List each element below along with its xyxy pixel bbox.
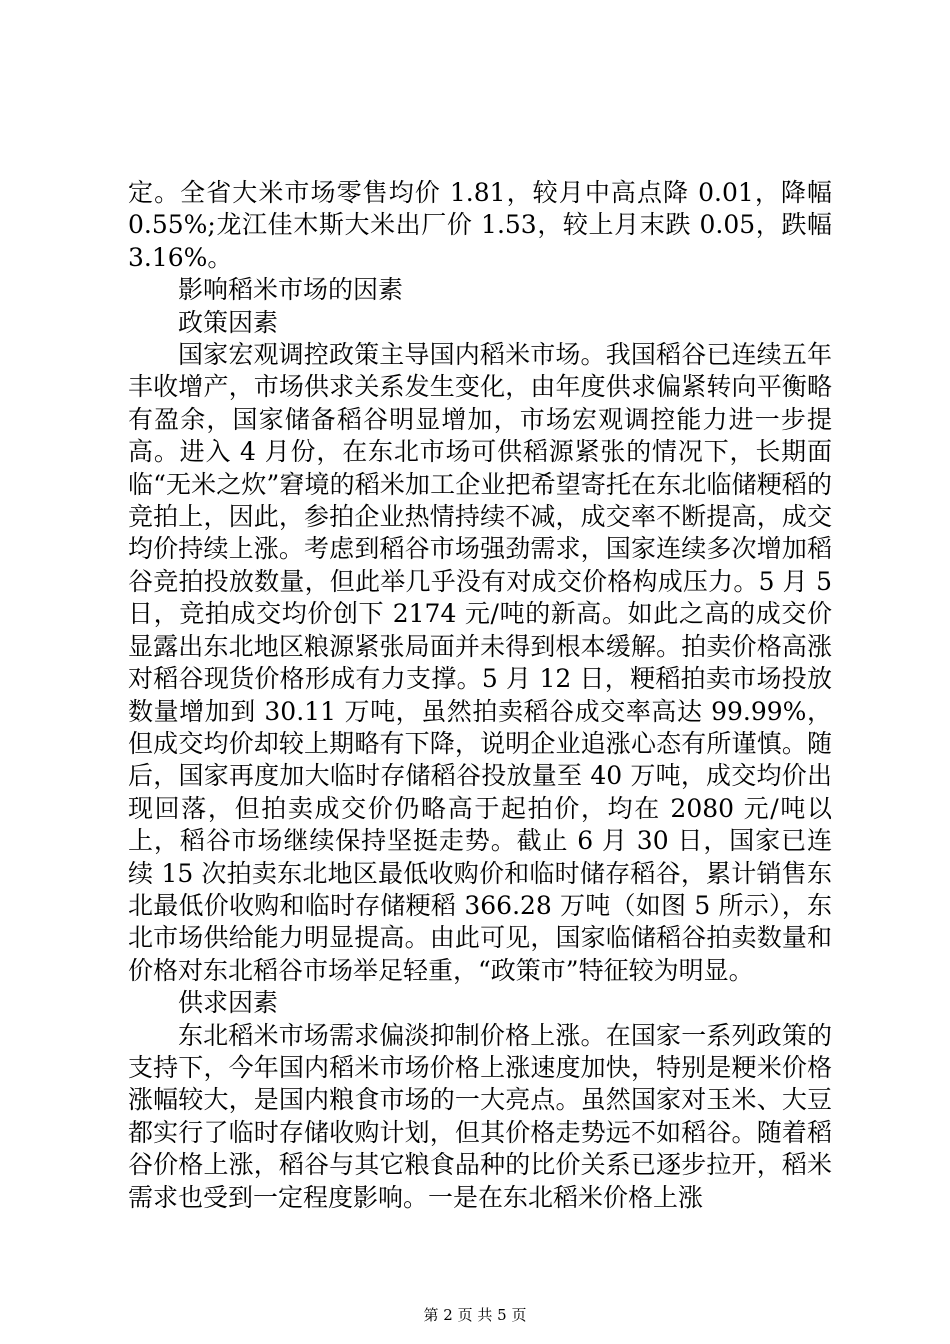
- paragraph-supply-demand: 东北稻米市场需求偏淡抑制价格上涨。在国家一系列政策的支持下，今年国内稻米市场价格上涨速度加快，特别是粳米价格涨幅较大，是国内粮食市场的一大亮点。虽然国家对玉米、大豆都实行了临时存储收购计划，但其价格走势远不如稻谷。随着稻谷价格上涨，稻谷与其它粮食品种的比价关系已逐步拉开，稻米需求也受到一定程度影响。一是在东北稻米价格上涨: [128, 1020, 832, 1212]
- subsection-heading-supply-demand: 供求因素: [178, 988, 279, 1018]
- section-heading-factors: 影响稻米市场的因素: [178, 275, 404, 305]
- page-footer: 第 2 页 共 5 页: [423, 1306, 527, 1324]
- paragraph-continuation: 定。全省大米市场零售均价 1.81，较月中高点降 0.01，降幅 0.55%;龙江佳木斯大米出厂价 1.53，较上月末跌 0.05，跌幅 3.16%。: [128, 178, 832, 272]
- document-body: [128, 177, 832, 1214]
- paragraph-policy: 国家宏观调控政策主导国内稻米市场。我国稻谷已连续五年丰收增产，市场供求关系发生变化，由年度供求偏紧转向平衡略有盈余，国家储备稻谷明显增加，市场宏观调控能力进一步提高。进入 4 月份，在东北市场可供稻源紧张的情况下，长期面临“无米之炊”窘境的稻米加工企业把希望寄托在东北临储粳稻的竞拍上，因此，参拍企业热情持续不减，成交率不断提高，成交均价持续上涨。考虑到稻谷市场强劲需求，国家连续多次增加稻谷竞拍投放数量，但此举几乎没有对成交价格构成压力。5 月 5 日，竞拍成交均价创下 2174 元/吨的新高。如此之高的成交价显露出东北地区粮源紧张局面并未得到根本缓解。拍卖价格高涨对稻谷现货价格形成有力支撑。5 月 12 日，粳稻拍卖市场投放数量增加到 30.11 万吨，虽然拍卖稻谷成交率高达 99.99%，但成交均价却较上期略有下降，说明企业追涨心态有所谨慎。随后，国家再度加大临时存储稻谷投放量至 40 万吨，成交均价出现回落，但拍卖成交价仍略高于起拍价，均在 2080 元/吨以上，稻谷市场继续保持坚挺走势。截止 6 月 30 日，国家已连续 15 次拍卖东北地区最低收购价和临时储存稻谷，累计销售东北最低价收购和临时存储粳稻 366.28 万吨（如图 5 所示），东北市场供给能力明显提高。由此可见，国家临储稻谷拍卖数量和价格对东北稻谷市场举足轻重，“政策市”特征较为明显。: [128, 340, 832, 985]
- subsection-heading-policy: 政策因素: [178, 307, 279, 337]
